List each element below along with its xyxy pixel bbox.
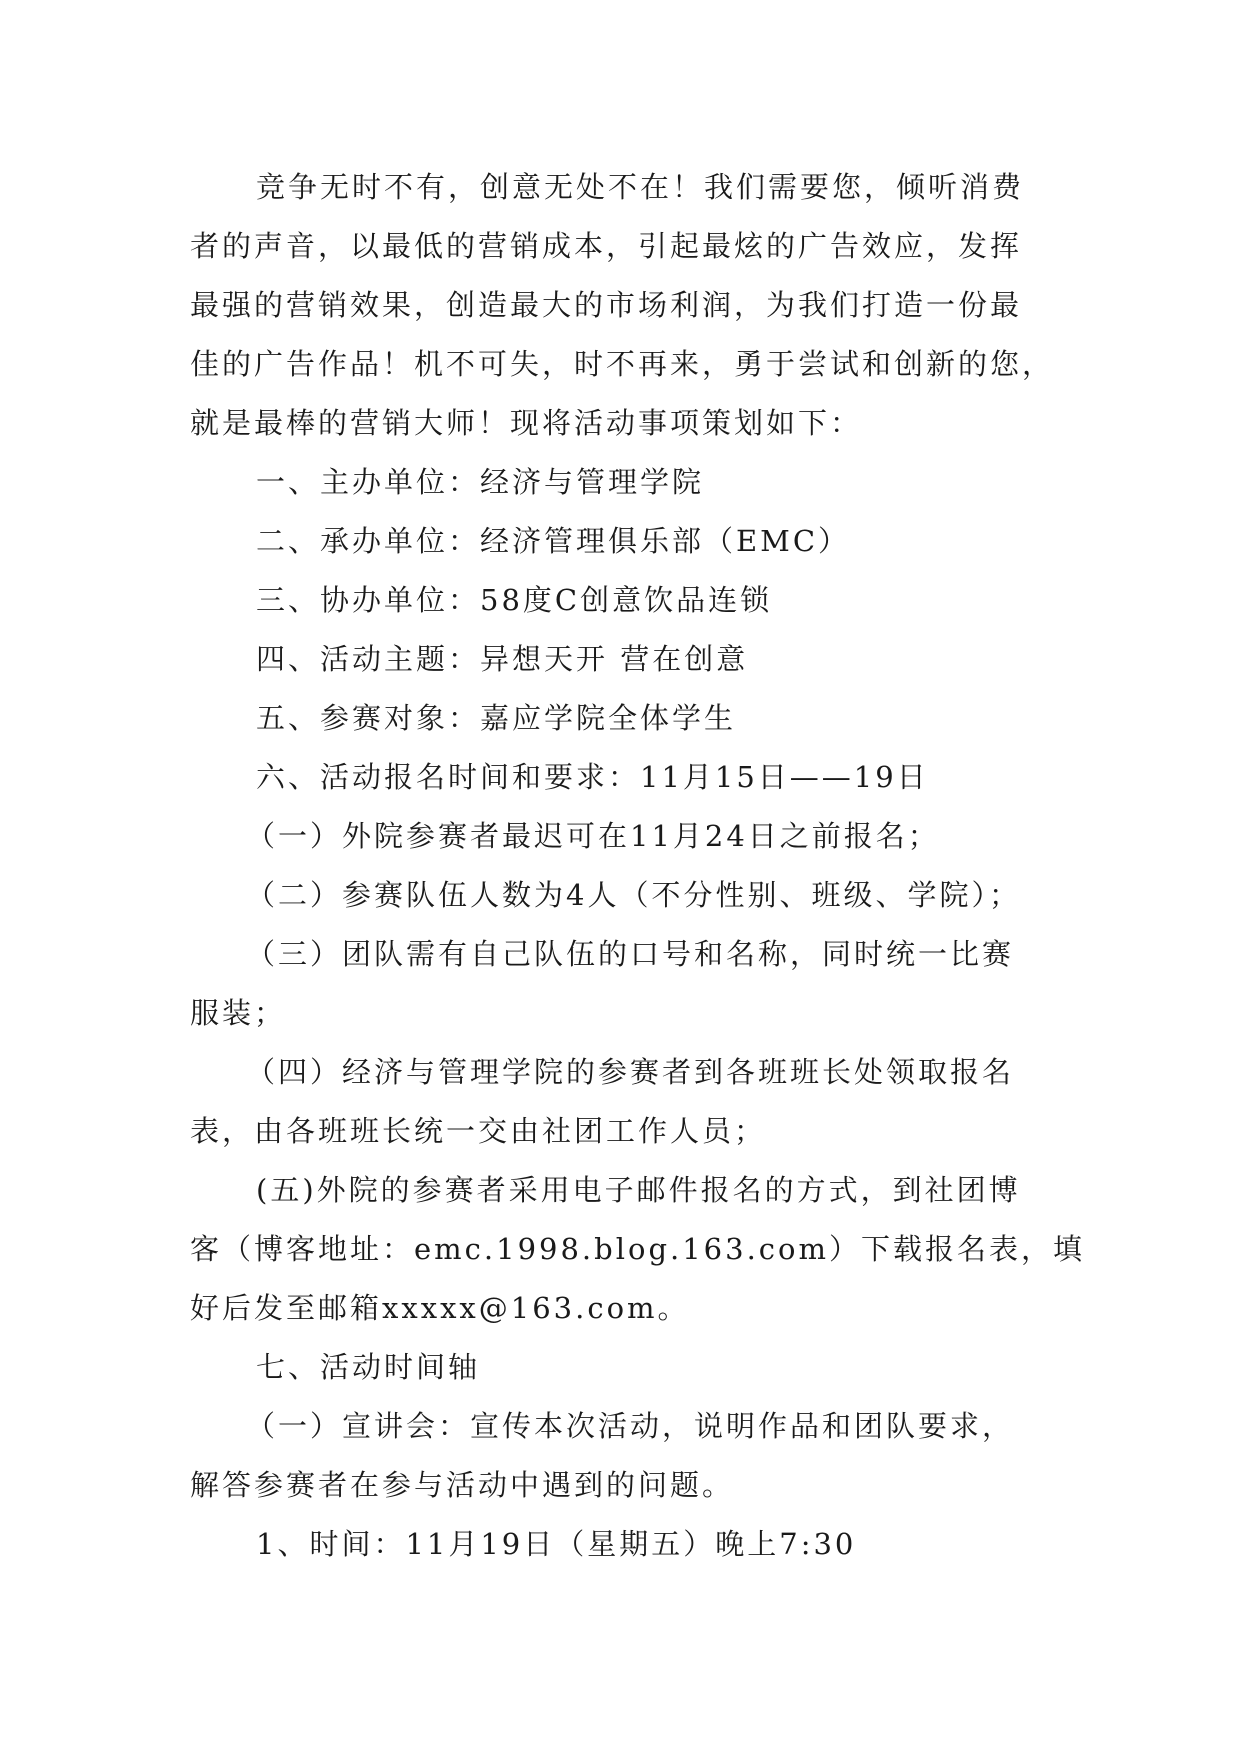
section-heading-line: 五、参赛对象：嘉应学院全体学生 (256, 701, 737, 735)
list-item-line: （一）宣讲会：宣传本次活动，说明作品和团队要求， (246, 1409, 1015, 1443)
paragraph-line: 就是最棒的营销大师！现将活动事项策划如下： (190, 406, 863, 440)
list-item-continuation-line: 客（博客地址：emc.1998.blog.163.com）下载报名表，填 (190, 1232, 1085, 1266)
list-item-continuation-line: 表，由各班班长统一交由社团工作人员； (190, 1114, 767, 1148)
paragraph-line: 竞争无时不有，创意无处不在！我们需要您，倾听消费 (256, 170, 1025, 204)
section-heading-line: 三、协办单位：58度C创意饮品连锁 (256, 583, 773, 617)
list-item-line: （三）团队需有自己队伍的口号和名称，同时统一比赛 (246, 937, 1015, 971)
list-item-line: （四）经济与管理学院的参赛者到各班班长处领取报名 (246, 1055, 1015, 1089)
section-heading-line: 一、主办单位：经济与管理学院 (256, 465, 705, 499)
list-item-continuation-line: 解答参赛者在参与活动中遇到的问题。 (190, 1468, 735, 1502)
paragraph-line: 者的声音，以最低的营销成本，引起最炫的广告效应，发挥 (190, 229, 1023, 263)
section-heading-line: 六、活动报名时间和要求：11月15日——19日 (256, 760, 929, 794)
list-item-line: 1、时间：11月19日（星期五）晚上7:30 (256, 1527, 857, 1561)
section-heading-line: 二、承办单位：经济管理俱乐部（EMC） (256, 524, 851, 558)
section-heading-line: 四、活动主题：异想天开 营在创意 (256, 642, 749, 676)
list-item-line: (五)外院的参赛者采用电子邮件报名的方式，到社团博 (256, 1173, 1021, 1207)
list-item-line: （一）外院参赛者最迟可在11月24日之前报名； (246, 819, 940, 853)
paragraph-line: 佳的广告作品！机不可失，时不再来，勇于尝试和创新的您， (190, 347, 1055, 381)
section-heading-line: 七、活动时间轴 (256, 1350, 481, 1384)
list-item-continuation-line: 服装； (190, 996, 287, 1030)
paragraph-line: 最强的营销效果，创造最大的市场利润，为我们打造一份最 (190, 288, 1023, 322)
list-item-line: （二）参赛队伍人数为4人（不分性别、班级、学院）； (246, 878, 1021, 912)
list-item-continuation-line: 好后发至邮箱xxxxx@163.com。 (190, 1291, 690, 1325)
document-body (190, 158, 1085, 1574)
